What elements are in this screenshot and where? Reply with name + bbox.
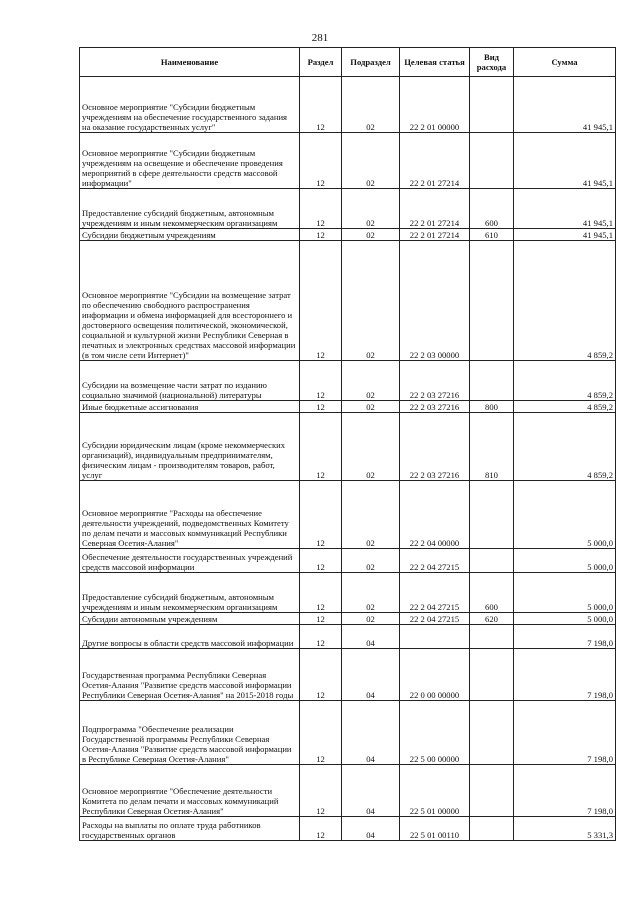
row-target-cell: 22 2 01 27214 — [400, 133, 470, 189]
table-row — [80, 613, 616, 625]
row-section-cell: 12 — [300, 817, 342, 841]
header-target: Целевая статья — [400, 48, 470, 77]
row-sum-cell: 5 000,0 — [514, 549, 616, 573]
table-row — [80, 549, 616, 573]
table-row — [80, 77, 616, 133]
row-type-cell: 800 — [470, 401, 514, 413]
row-sum-cell: 41 945,1 — [514, 229, 616, 241]
header-name: Наименование — [80, 48, 300, 77]
row-subsection-cell: 02 — [342, 361, 400, 401]
row-target-cell — [400, 625, 470, 649]
row-type-cell — [470, 77, 514, 133]
row-subsection-cell: 04 — [342, 817, 400, 841]
table-row — [80, 649, 616, 701]
row-sum-cell: 5 000,0 — [514, 573, 616, 613]
row-type-cell — [470, 649, 514, 701]
row-subsection-cell: 04 — [342, 649, 400, 701]
table-row — [80, 765, 616, 817]
row-name-cell: Субсидии автономным учреждениям — [80, 613, 300, 625]
row-type-cell — [470, 133, 514, 189]
row-target-cell: 22 5 01 00110 — [400, 817, 470, 841]
row-section-cell: 12 — [300, 413, 342, 481]
row-name-cell: Основное мероприятие "Субсидии бюджетным учреждениям на обеспечение государственного задания на оказание государственных услуг" — [80, 77, 300, 133]
row-target-cell: 22 2 04 27215 — [400, 573, 470, 613]
row-sum-cell: 7 198,0 — [514, 649, 616, 701]
row-target-cell: 22 2 04 27215 — [400, 613, 470, 625]
row-name-cell: Субсидии на возмещение части затрат по изданию социально значимой (национальной) литературы — [80, 361, 300, 401]
row-sum-cell: 41 945,1 — [514, 77, 616, 133]
row-subsection-cell: 02 — [342, 573, 400, 613]
row-type-cell — [470, 625, 514, 649]
row-section-cell: 12 — [300, 401, 342, 413]
row-section-cell: 12 — [300, 701, 342, 765]
header-type: Вид расхода — [470, 48, 514, 77]
row-name-cell: Основное мероприятие "Расходы на обеспечение деятельности учреждений, подведомственных Комитету по делам печати и массовых коммуникаций Республики Северная Осетия-Алания" — [80, 481, 300, 549]
row-type-cell — [470, 765, 514, 817]
row-subsection-cell: 02 — [342, 241, 400, 361]
header-section: Раздел — [300, 48, 342, 77]
row-target-cell: 22 2 03 27216 — [400, 401, 470, 413]
row-target-cell: 22 2 01 27214 — [400, 229, 470, 241]
row-target-cell: 22 0 00 00000 — [400, 649, 470, 701]
row-target-cell: 22 5 01 00000 — [400, 765, 470, 817]
row-section-cell: 12 — [300, 549, 342, 573]
row-name-cell: Государственная программа Республики Северная Осетия-Алания "Развитие средств массовой информации Республики Северная Осетия-Алания" на 2015-2018 годы — [80, 649, 300, 701]
row-name-cell: Иные бюджетные ассигнования — [80, 401, 300, 413]
row-sum-cell: 41 945,1 — [514, 189, 616, 229]
row-section-cell: 12 — [300, 625, 342, 649]
row-section-cell: 12 — [300, 189, 342, 229]
row-type-cell: 600 — [470, 573, 514, 613]
row-target-cell: 22 2 04 00000 — [400, 481, 470, 549]
header-sum: Сумма — [514, 48, 616, 77]
row-name-cell: Обеспечение деятельности государственных учреждений средств массовой информации — [80, 549, 300, 573]
row-sum-cell: 4 859,2 — [514, 241, 616, 361]
table-header-row — [80, 48, 616, 77]
row-section-cell: 12 — [300, 573, 342, 613]
row-type-cell: 620 — [470, 613, 514, 625]
row-subsection-cell: 02 — [342, 413, 400, 481]
row-target-cell: 22 2 01 00000 — [400, 77, 470, 133]
row-sum-cell: 5 000,0 — [514, 613, 616, 625]
row-target-cell: 22 2 03 27216 — [400, 413, 470, 481]
row-type-cell — [470, 701, 514, 765]
table-row — [80, 361, 616, 401]
table-row — [80, 817, 616, 841]
page-number: 281 — [311, 32, 329, 44]
row-section-cell: 12 — [300, 649, 342, 701]
row-name-cell: Другие вопросы в области средств массовой информации — [80, 625, 300, 649]
row-subsection-cell: 02 — [342, 229, 400, 241]
row-subsection-cell: 04 — [342, 765, 400, 817]
row-section-cell: 12 — [300, 613, 342, 625]
row-subsection-cell: 02 — [342, 613, 400, 625]
row-subsection-cell: 04 — [342, 625, 400, 649]
row-subsection-cell: 02 — [342, 549, 400, 573]
table-row — [80, 241, 616, 361]
table-row — [80, 573, 616, 613]
row-name-cell: Основное мероприятие "Субсидии на возмещение затрат по обеспечению свободного распространения информации и обмена информацией для всестороннего и достоверного освещения политической, экономической, социальной и культурной жизни Республики Северная в печатных и электронных средствах массовой информации (в том числе сети Интернет)" — [80, 241, 300, 361]
row-sum-cell: 4 859,2 — [514, 361, 616, 401]
row-sum-cell: 7 198,0 — [514, 701, 616, 765]
table-row — [80, 133, 616, 189]
row-subsection-cell: 02 — [342, 77, 400, 133]
header-subsection: Подраздел — [342, 48, 400, 77]
row-sum-cell: 4 859,2 — [514, 401, 616, 413]
budget-table — [79, 47, 616, 841]
row-target-cell: 22 5 00 00000 — [400, 701, 470, 765]
row-section-cell: 12 — [300, 361, 342, 401]
row-target-cell: 22 2 03 00000 — [400, 241, 470, 361]
row-type-cell: 600 — [470, 189, 514, 229]
row-section-cell: 12 — [300, 481, 342, 549]
row-sum-cell: 4 859,2 — [514, 413, 616, 481]
row-name-cell: Основное мероприятие "Обеспечение деятельности Комитета по делам печати и массовых коммуникаций Республики Северная Осетия-Алания" — [80, 765, 300, 817]
row-type-cell — [470, 817, 514, 841]
row-sum-cell: 41 945,1 — [514, 133, 616, 189]
row-type-cell: 610 — [470, 229, 514, 241]
row-target-cell: 22 2 03 27216 — [400, 361, 470, 401]
table-row — [80, 413, 616, 481]
row-section-cell: 12 — [300, 241, 342, 361]
row-subsection-cell: 02 — [342, 133, 400, 189]
table-row — [80, 625, 616, 649]
row-type-cell — [470, 481, 514, 549]
row-sum-cell: 5 331,3 — [514, 817, 616, 841]
table-row — [80, 229, 616, 241]
row-subsection-cell: 04 — [342, 701, 400, 765]
row-name-cell: Подпрограмма "Обеспечение реализации Государственной программы Республики Северная Осетия-Алания "Развитие средств массовой информации в Республике Северная Осетия-Алания" — [80, 701, 300, 765]
row-section-cell: 12 — [300, 133, 342, 189]
row-name-cell: Субсидии юридическим лицам (кроме некоммерческих организаций), индивидуальным предпринимателям, физическим лицам - производителям товаров, работ, услуг — [80, 413, 300, 481]
row-name-cell: Предоставление субсидий бюджетным, автономным учреждениям и иным некоммерческим организациям — [80, 573, 300, 613]
row-subsection-cell: 02 — [342, 189, 400, 229]
row-target-cell: 22 2 01 27214 — [400, 189, 470, 229]
row-section-cell: 12 — [300, 77, 342, 133]
row-name-cell: Основное мероприятие "Субсидии бюджетным учреждениям на освещение и обеспечение проведения мероприятий в сфере деятельности средств массовой информации" — [80, 133, 300, 189]
row-sum-cell: 5 000,0 — [514, 481, 616, 549]
table-row — [80, 189, 616, 229]
row-target-cell: 22 2 04 27215 — [400, 549, 470, 573]
table-row — [80, 701, 616, 765]
row-name-cell: Расходы на выплаты по оплате труда работников государственных органов — [80, 817, 300, 841]
row-name-cell: Субсидии бюджетным учреждениям — [80, 229, 300, 241]
table-row — [80, 481, 616, 549]
row-name-cell: Предоставление субсидий бюджетным, автономным учреждениям и иным некоммерческим организациям — [80, 189, 300, 229]
row-sum-cell: 7 198,0 — [514, 765, 616, 817]
row-subsection-cell: 02 — [342, 401, 400, 413]
row-section-cell: 12 — [300, 765, 342, 817]
row-type-cell — [470, 361, 514, 401]
row-subsection-cell: 02 — [342, 481, 400, 549]
row-type-cell: 810 — [470, 413, 514, 481]
row-type-cell — [470, 549, 514, 573]
table-row — [80, 401, 616, 413]
row-type-cell — [470, 241, 514, 361]
row-sum-cell: 7 198,0 — [514, 625, 616, 649]
row-section-cell: 12 — [300, 229, 342, 241]
